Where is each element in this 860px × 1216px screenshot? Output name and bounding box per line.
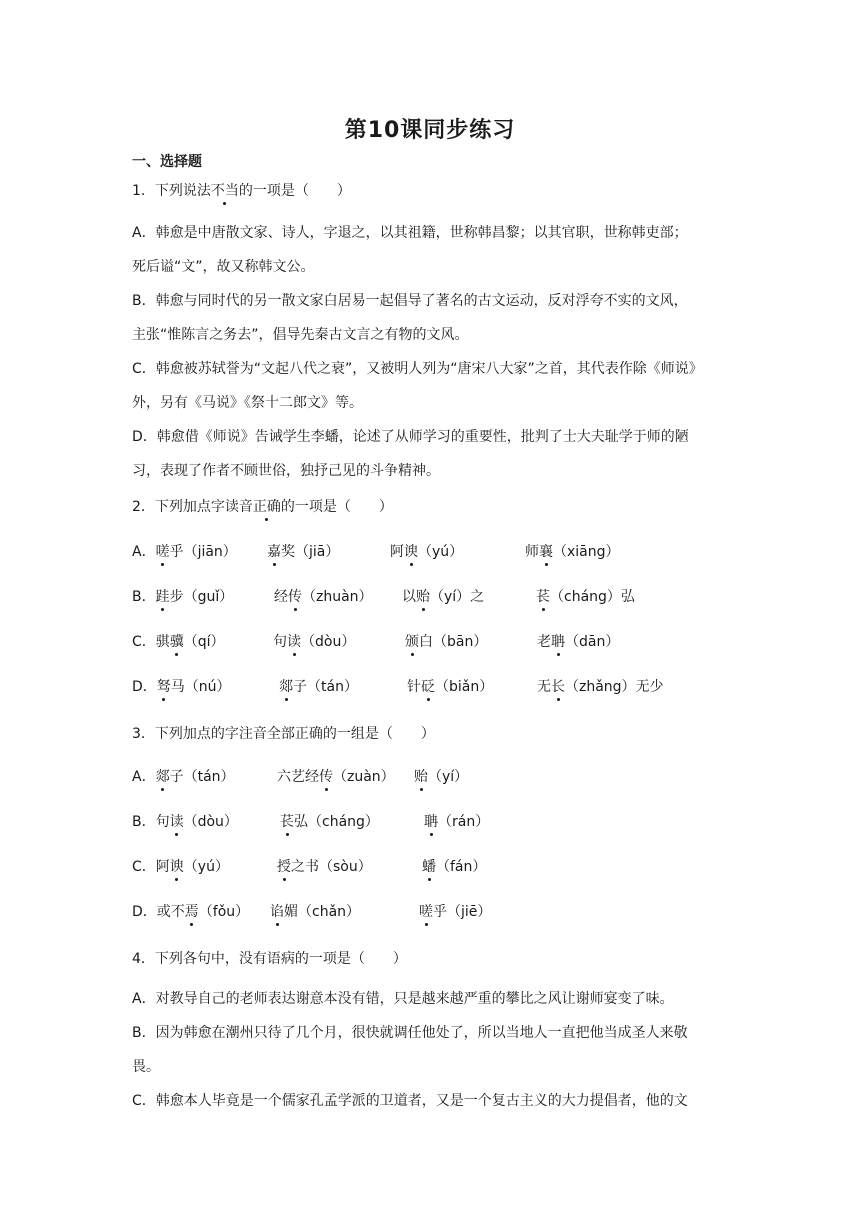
question-3-stem: 3．下列加点的字注音全部正确的一组是（ ） xyxy=(132,726,435,742)
q3-c-item-3: 蟠（fán） xyxy=(422,859,487,875)
q1-option-b-line-1: B．韩愈与同时代的另一散文家白居易一起倡导了著名的古文运动，反对浮夸不实的文风， xyxy=(132,293,688,309)
q2-a-item-1: A．嗟乎（jiān） xyxy=(132,544,237,560)
q2-a-item-4: 师襄（xiāng） xyxy=(525,544,620,560)
q4-option-c-line-1: C．韩愈本人毕竟是一个儒家孔孟学派的卫道者，又是一个复古主义的大力提倡者，他的文 xyxy=(132,1093,688,1109)
q2-d-item-2: 郯子（tán） xyxy=(279,679,358,695)
q4-option-b-line-1: B．因为韩愈在潮州只待了几个月，很快就调任他处了，所以当地人一直把他当成圣人来敬 xyxy=(132,1025,688,1041)
q1-option-c-line-1: C．韩愈被苏轼誉为“文起八代之衰”，又被明人列为“唐宋八大家”之首，其代表作除《师说》 xyxy=(132,361,703,377)
q2-b-item-3: 以贻（yí）之 xyxy=(402,589,485,605)
emphasis-dot-text: 正确 xyxy=(252,499,281,515)
emphasis-dot-text: 不当 xyxy=(210,183,239,199)
question-2-stem: 2．下列加点字读音正确的一项是（ ） xyxy=(132,499,393,515)
q2-c-item-1: C．骐骥（qí） xyxy=(132,634,225,650)
q3-d-item-3: 嗟乎（jiē） xyxy=(419,904,492,920)
q2-b-item-2: 经传（zhuàn） xyxy=(274,589,373,605)
q3-a-item-3: 贻（yí） xyxy=(414,769,469,785)
q1-option-b-line-2: 主张“惟陈言之务去”，倡导先秦古文言之有物的文风。 xyxy=(132,327,469,343)
q3-d-item-1: D．或不焉（fǒu） xyxy=(132,904,250,920)
q4-option-b-line-2: 畏。 xyxy=(132,1059,160,1075)
section-heading: 一、选择题 xyxy=(132,154,202,170)
q3-b-item-3: 聃（rán） xyxy=(424,814,490,830)
q3-c-item-2: 授之书（sòu） xyxy=(277,859,372,875)
q3-b-item-1: B．句读（dòu） xyxy=(132,814,238,830)
q2-c-item-4: 老聃（dān） xyxy=(537,634,620,650)
q4-option-a: A．对教导自己的老师表达谢意本没有错，只是越来越严重的攀比之风让谢师宴变了味。 xyxy=(132,991,674,1007)
q1-option-d-line-1: D．韩愈借《师说》告诫学生李蟠，论述了从师学习的重要性，批判了士大夫耻学于师的陋 xyxy=(132,429,689,445)
q2-c-item-2: 句读（dòu） xyxy=(273,634,356,650)
q3-a-item-1: A．郯子（tán） xyxy=(132,769,235,785)
q2-b-item-1: B．跬步（guǐ） xyxy=(132,589,234,605)
q2-d-item-3: 针砭（biǎn） xyxy=(407,679,494,695)
q1-option-d-line-2: 习，表现了作者不顾世俗，独抒己见的斗争精神。 xyxy=(132,463,440,479)
question-4-stem: 4．下列各句中，没有语病的一项是（ ） xyxy=(132,951,407,967)
q1-option-a-line-1: A．韩愈是中唐散文家、诗人，字退之，以其祖籍，世称韩昌黎；以其官职，世称韩吏部； xyxy=(132,225,688,241)
q2-d-item-4: 无长（zhǎng）无少 xyxy=(537,679,664,695)
q1-option-c-line-2: 外，另有《马说》《祭十二郎文》等。 xyxy=(132,395,363,411)
q2-b-item-4: 苌（cháng）弘 xyxy=(536,589,635,605)
q2-a-item-2: 嘉奖（jiā） xyxy=(267,544,340,560)
q3-a-item-2: 六艺经传（zuàn） xyxy=(277,769,395,785)
q3-b-item-2: 苌弘（cháng） xyxy=(280,814,379,830)
q3-d-item-2: 谄媚（chǎn） xyxy=(270,904,361,920)
q2-d-item-1: D．驽马（nú） xyxy=(132,679,231,695)
q3-c-item-1: C．阿谀（yú） xyxy=(132,859,229,875)
q2-c-item-3: 颁白（bān） xyxy=(405,634,488,650)
question-1-stem: 1．下列说法不当的一项是（ ） xyxy=(132,183,351,199)
q2-a-item-3: 阿谀（yú） xyxy=(390,544,464,560)
q1-option-a-line-2: 死后谥“文”，故又称韩文公。 xyxy=(132,259,315,275)
page-title: 第10课同步练习 xyxy=(344,118,516,143)
